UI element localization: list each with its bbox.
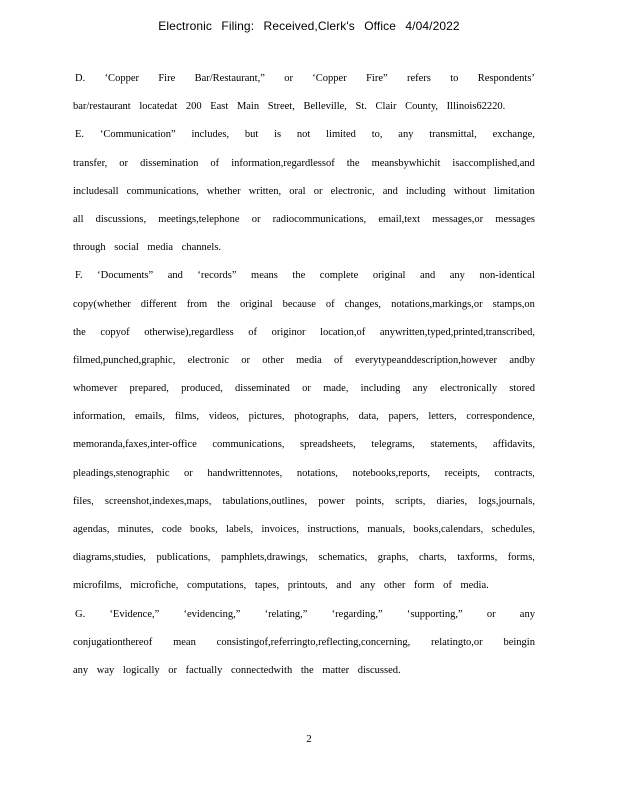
paragraph-f-line-4-word: media: [296, 354, 322, 366]
paragraph-f-line-4-word: filmed,punched,graphic,: [73, 354, 176, 366]
paragraph-e-line-2-word: or: [119, 157, 129, 169]
paragraph-f-line-1-word: original: [372, 270, 406, 282]
paragraph-f-line-2-word: stamps,on: [492, 298, 535, 310]
paragraph-g-line-1: [75, 606, 535, 634]
paragraph-f-line-8-word: receipts,: [444, 467, 480, 479]
paragraph-e-line-1-word: includes,: [191, 129, 230, 141]
paragraph-f-line-2-word: because: [282, 298, 316, 310]
paragraph-e-line-3-word: without: [453, 185, 486, 197]
paragraph-f-line-8-word: pleadings,stenographic: [73, 467, 170, 479]
paragraph-e-line-2-word: meansbywhichit: [371, 157, 441, 169]
paragraph-f-line-4-word: of: [334, 354, 343, 366]
paragraph-f-line-5-word: whomever: [73, 383, 118, 395]
paragraph-f-line: [73, 408, 535, 436]
paragraph-f-line-9-word: screenshot,indexes,maps,: [104, 495, 212, 507]
paragraph-e-line-2: [73, 155, 535, 183]
paragraph-f-line-1-word: any: [449, 270, 465, 282]
paragraph-f-line-11-word: pamphlets,drawings,: [221, 552, 308, 564]
paragraph-f-line-7-word: statements,: [430, 439, 478, 451]
paragraph-e-line-2-word: information,regardlessof: [231, 157, 335, 169]
paragraph-f-line: [73, 521, 535, 549]
paragraph-d-line-1-word: Fire: [158, 73, 176, 84]
paragraph-f-line-1-word: and: [420, 270, 436, 282]
paragraph-f-line-8-word: or: [184, 467, 193, 479]
paragraph-f-line-11-word: diagrams,studies,: [73, 552, 146, 564]
paragraph-f-line-11-word: forms,: [507, 552, 535, 564]
paragraph-f-line-10-word: code: [161, 524, 182, 535]
paragraph-f-line-9-word: power: [318, 495, 345, 507]
paragraph-e-line-2-word: the: [346, 157, 360, 169]
paragraph-f-line-10-word: schedules,: [491, 524, 535, 535]
paragraph-f-line-11-word: publications,: [156, 552, 211, 564]
paragraph-f-line-4-word: electronic: [187, 354, 229, 366]
paragraph-f-line-9-word: tabulations,outlines,: [222, 495, 308, 507]
paragraph-f-line: [73, 493, 535, 521]
paragraph-e-line-4-word: meetings,telephone: [158, 213, 240, 225]
paragraph-f-line: [73, 324, 535, 352]
paragraph-f-line-6: [73, 408, 535, 436]
paragraph-f-line-6-word: videos,: [208, 411, 239, 423]
paragraph-f-line-4: [73, 352, 535, 380]
paragraph-g-line-1-word: G.: [75, 608, 86, 620]
paragraph-f-line: [73, 352, 535, 380]
paragraph-g-line: [73, 606, 535, 634]
paragraph-f-line-6-word: correspondence,: [466, 411, 535, 423]
paragraph-f-line-10-word: books,: [190, 524, 218, 535]
paragraph-e-line-2-word: isaccomplished,and: [452, 157, 535, 169]
paragraph-f-line-3-word: the: [73, 326, 86, 338]
paragraph-f-line-3-word: originor: [271, 326, 306, 338]
paragraph-f-line-5-word: electronically: [439, 383, 498, 395]
paragraph-f-line: [73, 549, 535, 577]
paragraph-e-line-4-word: messages,or: [432, 213, 484, 225]
paragraph-e-line: [73, 211, 535, 239]
paragraph-f-line-2: [73, 296, 535, 324]
paragraph-f-line-10-word: agendas,: [73, 524, 110, 535]
paragraph-f-line-7: [73, 436, 535, 464]
paragraph-f-line-10-word: invoices,: [261, 524, 300, 535]
paragraph-f-line-5-word: including: [360, 383, 401, 395]
paragraph-d-line: [73, 70, 535, 98]
paragraph-d-line-1-word: to: [450, 73, 459, 84]
paragraph-e-line-1-word: E.: [75, 129, 85, 141]
paragraph-f-line-7-word: affidavits,: [492, 439, 535, 451]
paragraph-f-line-10: [73, 521, 535, 549]
paragraph-e-line-3-word: whether: [206, 185, 241, 197]
paragraph-f-line-2-word: different: [140, 298, 177, 310]
paragraph-e-line-3-word: oral: [289, 185, 306, 197]
paragraph-f-line-5-word: disseminated: [235, 383, 290, 395]
paragraph-e-line-3-word: including: [406, 185, 446, 197]
paragraph-f-line-8-word: notations,: [296, 467, 338, 479]
paragraph-d-line-1-word: refers: [406, 73, 431, 84]
paragraph-e-line-3-word: and: [382, 185, 398, 197]
paragraph-f-line-3-word: copyof: [100, 326, 130, 338]
paragraph-e-line-2-word: of: [210, 157, 220, 169]
paragraph-f-line: [73, 380, 535, 408]
paragraph-f-line-6-word: films,: [174, 411, 200, 423]
paragraph-e-line-1-word: ‘Communication”: [99, 129, 176, 141]
paragraph-e-line-3-word: written,: [248, 185, 282, 197]
paragraph-d-line-1-word: D.: [75, 73, 86, 84]
paragraph-e-line-1-word: transmittal,: [429, 129, 477, 141]
paragraph-f-line-8-word: handwrittennotes,: [207, 467, 283, 479]
paragraph-f-line-3-word: otherwise),regardless: [144, 326, 234, 338]
paragraph-e-line-2-word: transfer,: [73, 157, 108, 169]
paragraph-f-line-5-word: any: [412, 383, 428, 395]
paragraph-d-line-1-word: ‘Copper: [104, 73, 139, 84]
paragraph-f-line-6-word: emails,: [134, 411, 166, 423]
paragraph-e-line-1-word: to,: [371, 129, 383, 141]
paragraph-f-line-1-word: non-identical: [479, 270, 535, 282]
paragraph-f-line-2-word: from: [186, 298, 208, 310]
paragraph-f-line-4-word: everytypeanddescription,however: [355, 354, 498, 366]
paragraph-e-line: [73, 126, 535, 154]
paragraph-f-line-3-word: of: [248, 326, 258, 338]
paragraph-g-line-2-word: mean: [173, 636, 196, 648]
paragraph-f-line-11-word: schematics,: [318, 552, 368, 564]
paragraph-e-line-4-word: email,text: [378, 213, 421, 225]
paragraph-f-line-10-word: labels,: [226, 524, 254, 535]
paragraph-f-line-3-word: anywritten,typed,printed,transcribed,: [379, 326, 535, 338]
paragraph-f-line-7-word: spreadsheets,: [300, 439, 356, 451]
paragraph-e-line-3-word: electronic,: [330, 185, 375, 197]
paragraph-f-line-2-word: of: [325, 298, 335, 310]
paragraph-f-line: [73, 267, 535, 295]
paragraph-f-line-2-word: notations,markings,or: [391, 298, 483, 310]
paragraph-f-line-1-word: the: [292, 270, 306, 282]
paragraph-g-line-2-word: consistingof,referringto,reflecting,concerning,: [216, 636, 411, 648]
paragraph-f-line-8: [73, 465, 535, 493]
paragraph-e-line-4-word: or: [251, 213, 261, 225]
paragraph-f-line-9-word: files,: [73, 495, 94, 507]
paragraph-f-line-10-word: instructions,: [307, 524, 360, 535]
paragraph-f-line: [73, 296, 535, 324]
paragraph-d-line-1-word: Respondents’: [477, 73, 535, 84]
paragraph-d-line-1-word: ‘Copper: [312, 73, 347, 84]
paragraph-g-line-2-word: relatingto,or: [431, 636, 483, 648]
paragraph-f-line-4-word: or: [241, 354, 251, 366]
paragraph-f-line-3-word: location,of: [320, 326, 366, 338]
paragraph-f-line-4-word: other: [262, 354, 284, 366]
paragraph-g-line-2: [73, 634, 535, 662]
paragraph-e-line-3-word: communications,: [126, 185, 199, 197]
paragraph-f-line-9-word: diaries,: [436, 495, 468, 507]
paragraph-f-line-6-word: data,: [358, 411, 379, 423]
paragraph-f-line-7-word: communications,: [212, 439, 285, 451]
paragraph-d-line-2: bar/restaurant locatedat 200 East Main Street, Belleville, St. Clair County, Illinois62220.: [73, 101, 506, 113]
paragraph-f-line-5-word: produced,: [181, 383, 223, 395]
definitions-body: [73, 70, 535, 690]
paragraph-f-line-1-word: and: [167, 270, 183, 282]
paragraph-f-line-11-word: taxforms,: [457, 552, 498, 564]
paragraph-e-line-4-word: all: [73, 213, 84, 225]
paragraph-e-line-1-word: any: [398, 129, 414, 141]
paragraph-f-line-1-word: complete: [319, 270, 359, 282]
paragraph-f-line-7-word: memoranda,faxes,inter-office: [73, 439, 197, 451]
paragraph-g-line: [73, 634, 535, 662]
paragraph-e-line-3: [73, 183, 535, 211]
paragraph-f-line-6-word: pictures,: [248, 411, 285, 423]
paragraph-d-line: [73, 98, 535, 126]
paragraph-f-line-5-word: made,: [323, 383, 349, 395]
paragraph-g-line-2-word: conjugationthereof: [73, 636, 153, 648]
paragraph-f-line-11-word: graphs,: [377, 552, 409, 564]
paragraph-g-line-3: any way logically or factually connectedwith the matter discussed.: [73, 664, 401, 676]
paragraph-f-line-5-word: or: [302, 383, 311, 395]
paragraph-e-line: [73, 183, 535, 211]
paragraph-g-line: [73, 662, 535, 690]
paragraph-e-line-4: [73, 211, 535, 239]
paragraph-f-line: [73, 577, 535, 605]
paragraph-e-line-1-word: is: [274, 129, 282, 141]
paragraph-f-line-2-word: the: [217, 298, 230, 310]
paragraph-f-line-6-word: information,: [73, 411, 126, 423]
paragraph-f-line-1-word: ‘records”: [197, 270, 237, 282]
paragraph-f-line-6-word: photographs,: [294, 411, 349, 423]
paragraph-e-line-1-word: but: [244, 129, 259, 141]
paragraph-f-line: [73, 465, 535, 493]
electronic-filing-header: Electronic Filing: Received,Clerk's Office 4/04/2022: [158, 19, 460, 33]
paragraph-e-line-3-word: limitation: [494, 185, 535, 197]
paragraph-f-line-7-word: telegrams,: [371, 439, 415, 451]
paragraph-g-line-1-word: ‘supporting,”: [406, 608, 463, 620]
paragraph-f-line-1-word: F.: [75, 270, 83, 282]
paragraph-g-line-1-word: ‘relating,”: [264, 608, 308, 620]
paragraph-g-line-1-word: any: [519, 608, 535, 620]
paragraph-g-line-2-word: beingin: [503, 636, 535, 648]
paragraph-f-line-2-word: changes,: [344, 298, 382, 310]
paragraph-e-line-1: [75, 126, 535, 154]
paragraph-f-line-1-word: means: [251, 270, 278, 282]
paragraph-g-line-1-word: ‘regarding,”: [331, 608, 383, 620]
paragraph-e-line-3-word: includesall: [73, 185, 119, 197]
paragraph-f-line-4-word: andby: [509, 354, 535, 366]
paragraph-f-line-11-word: charts,: [418, 552, 447, 564]
paragraph-e-line-4-word: messages: [495, 213, 535, 225]
paragraph-d-line-1: [75, 70, 535, 98]
paragraph-f-line-3: [73, 324, 535, 352]
paragraph-e-line-1-word: exchange,: [492, 129, 535, 141]
paragraph-e-line-4-word: discussions,: [95, 213, 147, 225]
paragraph-e-line-1-word: limited: [326, 129, 356, 141]
paragraph-f-line-10-word: books,calendars,: [413, 524, 484, 535]
paragraph-e-line-2-word: dissemination: [140, 157, 199, 169]
paragraph-f-line-9-word: scripts,: [395, 495, 426, 507]
paragraph-f-line-10-word: minutes,: [117, 524, 154, 535]
page-number: 2: [306, 733, 312, 745]
paragraph-e-line: [73, 239, 535, 267]
paragraph-d-line-1-word: Fire”: [366, 73, 388, 84]
paragraph-f-line-12: microfilms, microfiche, computations, tapes, printouts, and any other form of media.: [73, 580, 489, 592]
paragraph-f-line-10-word: manuals,: [367, 524, 405, 535]
paragraph-f-line-6-word: letters,: [428, 411, 457, 423]
paragraph-f-line-5-word: stored: [509, 383, 535, 395]
paragraph-f-line-1-word: ‘Documents”: [97, 270, 154, 282]
paragraph-g-line-1-word: ‘Evidence,”: [109, 608, 160, 620]
paragraph-f-line-1: [75, 267, 535, 295]
paragraph-d-line-1-word: Bar/Restaurant,”: [194, 73, 265, 84]
paragraph-f-line-9-word: logs,journals,: [478, 495, 535, 507]
paragraph-e-line-5: through social media channels.: [73, 242, 222, 254]
paragraph-f-line-9-word: points,: [355, 495, 385, 507]
paragraph-e-line-1-word: not: [296, 129, 311, 141]
paragraph-d-line-1-word: or: [284, 73, 293, 84]
paragraph-f-line-2-word: copy(whether: [73, 298, 131, 310]
paragraph-f-line-9: [73, 493, 535, 521]
paragraph-f-line-5: [73, 380, 535, 408]
paragraph-e-line-4-word: radiocommunications,: [272, 213, 367, 225]
paragraph-g-line-1-word: ‘evidencing,”: [183, 608, 241, 620]
paragraph-f-line-11: [73, 549, 535, 577]
paragraph-f-line-5-word: prepared,: [129, 383, 169, 395]
paragraph-f-line-8-word: notebooks,reports,: [352, 467, 431, 479]
paragraph-f-line-8-word: contracts,: [494, 467, 535, 479]
paragraph-e-line: [73, 155, 535, 183]
paragraph-f-line-6-word: papers,: [388, 411, 419, 423]
paragraph-e-line-3-word: or: [313, 185, 323, 197]
paragraph-f-line-2-word: original: [239, 298, 273, 310]
paragraph-f-line: [73, 436, 535, 464]
paragraph-g-line-1-word: or: [486, 608, 496, 620]
